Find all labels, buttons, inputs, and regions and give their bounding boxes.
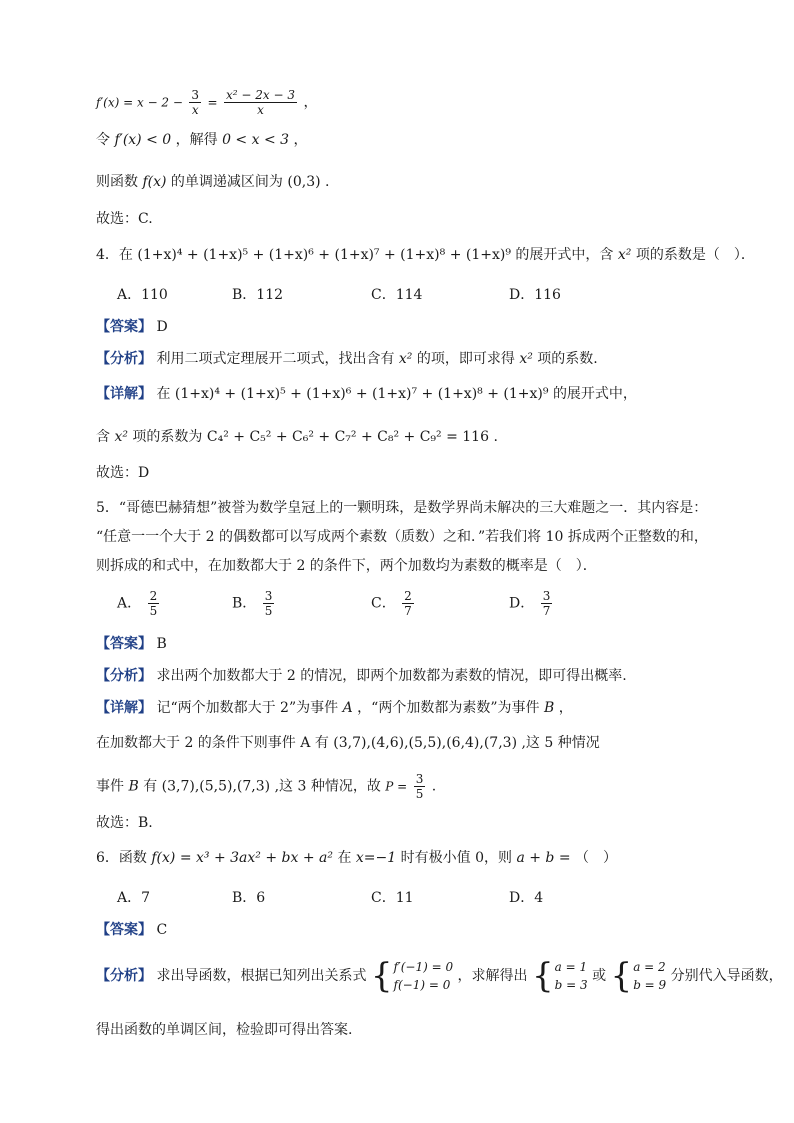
q5-detail-event-b: B [543, 700, 555, 716]
q3-deriv-end: ， [303, 94, 318, 111]
q6-stem-b: 时有极小值 0，则 [400, 850, 512, 866]
q5-option-d-label: D． [509, 595, 535, 612]
q5-option-a-frac: $\frac{2}{5}$ [149, 589, 158, 618]
q5-line-a-end: ,这 5 种情况 [521, 735, 600, 751]
q5-line-a-pre: 在加数都大于 2 的条件下则事件 A 有 [96, 735, 329, 751]
q5-answer-tag: 【答案】 [96, 636, 152, 652]
q5-analysis [96, 666, 627, 686]
q3-choice: 故选：C. [96, 211, 153, 227]
q5-choice: 故选：B. [96, 815, 153, 831]
q3-line2-end: ， [293, 132, 308, 148]
q4-coef-term: x² [114, 429, 128, 445]
q5-detail-b: ，“两个加数都为素数”为事件 [357, 700, 540, 716]
q5-line-b-pre: 事件 [96, 778, 124, 795]
q3-line3-func: f(x) [142, 174, 167, 190]
q5-line-b-mid: 有 [143, 778, 158, 795]
q6-analysis-c: 分别代入导函数， [670, 968, 783, 984]
q4-option-a: A．110 [117, 287, 168, 303]
q5-p-label: P = [385, 779, 408, 794]
q5-detail-a: 记“两个加数都大于 2”为事件 [156, 700, 339, 716]
q4-stem-expr: (1+x)⁴ + (1+x)⁵ + (1+x)⁶ + (1+x)⁷ + (1+x)⁸ + (1+x)⁹ [137, 247, 511, 263]
q4-analysis-c: 项的系数. [537, 351, 598, 367]
q4-stem-mid: 的展开式中，含 [515, 247, 614, 263]
q5-line-b-pairs: (3,7),(5,5),(7,3) [161, 778, 271, 795]
q5-option-c-frac: $\frac{2}{7}$ [404, 589, 412, 618]
q4-detail-b: 的展开式中， [552, 386, 637, 402]
q6-answer-tag: 【答案】 [96, 922, 152, 938]
q4-answer [96, 317, 168, 337]
q3-inequality-line [96, 130, 308, 150]
q5-answer [96, 634, 167, 654]
q3-line2-math: f′(x) < 0 [114, 132, 172, 148]
q5-option-b-label: B． [232, 595, 257, 612]
q5-stem-line-3: 则拆成的和式中，在加数都大于 2 的条件下，两个加数均为素数的概率是（ ）． [96, 558, 597, 574]
q6-answer-value: C [156, 922, 168, 938]
q5-option-c [371, 589, 416, 618]
q5-detail [96, 698, 573, 718]
q5-answer-value: B [156, 636, 167, 652]
q4-answer-value: D [156, 319, 168, 335]
q5-option-a-label: A． [117, 595, 142, 612]
q6-answer [96, 920, 167, 940]
q6-system-3: { a = 2 b = 9 [610, 956, 667, 996]
q6-stem-mid: 在 [337, 850, 352, 866]
q4-detail-tag: 【详解】 [96, 386, 152, 402]
q4-stem-num: 4．在 [96, 247, 133, 263]
q3-line2-sol: 0 < x < 3 [222, 132, 290, 148]
q3-frac-2: $\frac{\text{x² − 2x − 3}}{x}$ [226, 88, 295, 117]
q6-system-1: { f′(−1) = 0 f(−1) = 0 [370, 956, 454, 996]
q5-detail-c: ， [558, 700, 573, 716]
q5-event-a-line [96, 733, 600, 753]
q5-detail-event-a: A [342, 700, 353, 716]
q6-system-2: { a = 1 b = 3 [532, 956, 588, 996]
q3-line3-interval: (0,3) [287, 174, 321, 190]
q4-analysis-b: 的项，即可求得 [416, 351, 515, 367]
q4-detail [96, 384, 637, 404]
q3-line2-pre: 令 [96, 132, 110, 148]
q4-coef-expr: C₄² + C₅² + C₆² + C₇² + C₈² + C₉² = 116 [206, 429, 490, 445]
q4-analysis-tag: 【分析】 [96, 351, 152, 367]
q6-stem-func: f(x) = x³ + 3ax² + bx + a² [151, 850, 333, 866]
q3-line3-mid: 的单调递减区间为 [170, 174, 283, 190]
q6-analysis-tag: 【分析】 [96, 968, 152, 984]
q5-option-b-frac: $\frac{3}{5}$ [264, 589, 273, 618]
q4-option-b: B．112 [232, 287, 284, 303]
q4-analysis-term2: x² [519, 351, 533, 367]
q6-analysis-continued: 得出函数的单调区间，检验即可得出答案. [96, 1022, 353, 1038]
q5-option-d-frac: $\frac{3}{7}$ [542, 589, 551, 618]
q6-analysis-or: 或 [592, 968, 607, 984]
q4-answer-tag: 【答案】 [96, 319, 152, 335]
q6-stem [96, 848, 617, 868]
q5-line-b-event: B [128, 778, 139, 795]
q3-deriv-lhs: f′(x) = x − 2 − [96, 95, 183, 110]
q5-p-end: . [431, 778, 437, 795]
q6-stem-end: （ ） [575, 850, 618, 866]
q6-analysis-b: ，求解得出 [457, 968, 528, 984]
q4-stem [96, 245, 755, 265]
q5-analysis-tag: 【分析】 [96, 668, 152, 684]
q4-analysis-term: x² [398, 351, 413, 367]
q6-option-b: B．6 [232, 890, 266, 906]
q5-option-a [117, 589, 161, 618]
q5-option-d [509, 589, 554, 618]
q4-detail-expr: (1+x)⁴ + (1+x)⁵ + (1+x)⁶ + (1+x)⁷ + (1+x)⁸ + (1+x)⁹ [174, 386, 549, 402]
q6-option-a: A．7 [117, 890, 151, 906]
q6-option-d: D．4 [509, 890, 544, 906]
q4-stem-end: 项的系数是（ ）． [635, 247, 755, 263]
q6-stem-ab: a + b = [516, 850, 571, 866]
q4-coef-a: 含 [96, 429, 110, 445]
q5-stem-line-1: 5．“哥德巴赫猜想”被誉为数学皇冠上的一颗明珠，是数学界尚未解决的三大难题之一．其内容是： [96, 500, 708, 516]
q5-option-c-label: C． [371, 595, 396, 612]
q3-line2-mid: ，解得 [175, 132, 218, 148]
q3-line3-pre: 则函数 [96, 174, 138, 190]
q6-stem-num: 6．函数 [96, 850, 147, 866]
q4-coef-end: . [493, 429, 498, 445]
q4-coef-b: 项的系数为 [132, 429, 203, 445]
q4-detail-a: 在 [156, 386, 171, 402]
q4-analysis [96, 349, 598, 369]
q4-choice: 故选：D [96, 465, 150, 481]
q4-option-c: C．114 [371, 287, 423, 303]
q3-frac-1: $\frac{3}{x}$ [191, 88, 200, 117]
q4-option-d: D．116 [509, 287, 561, 303]
q5-event-b-line [96, 772, 436, 801]
q4-analysis-a: 利用二项式定理展开二项式，找出含有 [156, 351, 395, 367]
q5-line-b-end: ,这 3 种情况，故 [274, 778, 381, 795]
q6-analysis-a: 求出导函数，根据已知列出关系式 [156, 968, 367, 984]
q3-deriv-eq: = [207, 95, 218, 110]
q6-analysis [96, 958, 783, 994]
q5-analysis-text: 求出两个加数都大于 2 的情况，即两个加数都为素数的情况，即可得出概率. [156, 668, 627, 684]
q3-line3-end: . [325, 174, 330, 190]
q6-option-c: C．11 [371, 890, 414, 906]
q5-line-a-pairs: (3,7),(4,6),(5,5),(6,4),(7,3) [333, 735, 518, 751]
q3-interval-line [96, 172, 329, 192]
q4-stem-term: x² [617, 247, 632, 263]
q3-derivative-line [96, 88, 317, 117]
q5-detail-tag: 【详解】 [96, 700, 152, 716]
q6-stem-x: x=−1 [355, 850, 397, 866]
q5-stem-line-2: “任意一一个大于 2 的偶数都可以写成两个素数（质数）之和．”若我们将 10 拆成两个正整数的和， [96, 529, 708, 545]
q5-option-b [232, 589, 276, 618]
q5-p-frac: $\frac{3}{5}$ [415, 772, 424, 801]
q4-coefficient-line [96, 427, 498, 447]
